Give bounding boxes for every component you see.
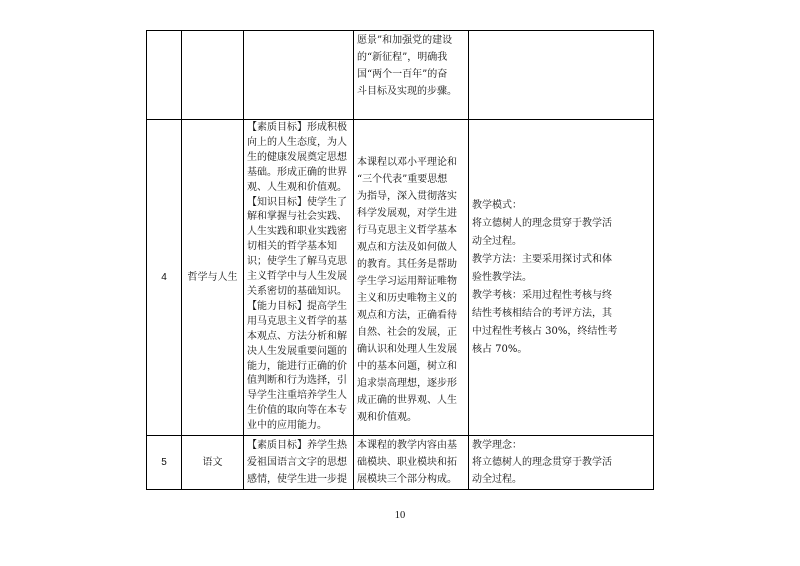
content-line: 本课程的教学内容由基 bbox=[357, 440, 457, 452]
goal-line: 生的健康发展奠定思想 bbox=[247, 151, 347, 163]
content-line: 愿景”和加强党的建设 bbox=[357, 35, 453, 46]
requirement-line: 教学方法：主要采用探讨式和体 bbox=[472, 253, 612, 265]
content-line: 观点和方法及如何做人 bbox=[357, 242, 457, 253]
goal-line: 主义哲学中与人生发展 bbox=[247, 271, 347, 283]
row-number: 4 bbox=[147, 120, 182, 436]
goal-line: 生价值的取向等在本专 bbox=[247, 405, 347, 417]
requirement-line: 核占 70%。 bbox=[472, 343, 528, 355]
goal-line: 【知识目标】使学生了 bbox=[247, 196, 347, 208]
content-line: 学生学习运用辩证唯物 bbox=[357, 276, 457, 287]
course-name: 哲学与人生 bbox=[182, 120, 244, 436]
goal-line: 本观点、方法分析和解 bbox=[247, 330, 347, 342]
table-row bbox=[147, 120, 654, 436]
goal-line: 业中的应用能力。 bbox=[247, 420, 327, 432]
content-line: 的教育。其任务是帮助 bbox=[357, 259, 457, 270]
goal-line: 决人生发展重要问题的 bbox=[247, 345, 347, 357]
content-line: 斗目标及实现的步骤。 bbox=[357, 86, 457, 97]
content-line: 确认识和处理人生发展 bbox=[357, 344, 457, 355]
content-line: 为指导，深入贯彻落实 bbox=[357, 191, 457, 202]
goal-line: 观、人生观和价值观。 bbox=[247, 181, 347, 193]
content-line: 追求崇高理想，逐步形 bbox=[357, 378, 457, 389]
row-number bbox=[147, 31, 182, 120]
requirement-line: 中过程性考核占 30%，终结性考 bbox=[472, 325, 618, 337]
table-row bbox=[147, 31, 654, 120]
table-row bbox=[147, 436, 654, 490]
content-line: “三个代表”重要思想 bbox=[357, 174, 448, 185]
curriculum-table bbox=[146, 30, 654, 490]
content-line: 科学发展观，对学生进 bbox=[357, 208, 457, 219]
teaching-requirements bbox=[469, 120, 654, 436]
content-line: 观和价值观。 bbox=[357, 412, 417, 423]
goal-line: 向上的人生态度，为人 bbox=[247, 136, 347, 148]
content-line: 行马克思主义哲学基本 bbox=[357, 225, 457, 236]
content-line: 主义和历史唯物主义的 bbox=[357, 293, 457, 304]
course-content bbox=[354, 436, 469, 490]
content-line: 国“两个一百年”的奋 bbox=[357, 69, 448, 80]
goal-line: 导学生注重培养学生人 bbox=[247, 390, 347, 402]
requirement-line: 动全过程。 bbox=[472, 474, 522, 486]
goal-line: 感情，使学生进一步提 bbox=[247, 474, 347, 486]
content-line: 本课程以邓小平理论和 bbox=[357, 157, 457, 168]
goal-line: 识；使学生了解马克思 bbox=[247, 256, 347, 268]
requirement-line: 教学模式： bbox=[472, 199, 522, 211]
content-line: 自然、社会的发展，正 bbox=[357, 327, 457, 338]
course-goals bbox=[244, 436, 354, 490]
goal-line: 值判断和行为选择，引 bbox=[247, 375, 347, 387]
requirement-line: 将立德树人的理念贯穿于教学活 bbox=[472, 217, 612, 229]
page-number: 10 bbox=[394, 510, 406, 521]
goal-line: 【能力目标】提高学生 bbox=[247, 300, 347, 312]
requirement-line: 将立德树人的理念贯穿于教学活 bbox=[472, 457, 612, 469]
content-line: 础模块、职业模块和拓 bbox=[357, 457, 457, 469]
course-content bbox=[354, 120, 469, 436]
course-content bbox=[354, 31, 469, 120]
course-name: 语文 bbox=[182, 436, 244, 490]
goal-line: 【素质目标】养学生热 bbox=[247, 440, 347, 452]
content-line: 成正确的世界观、人生 bbox=[357, 395, 457, 406]
course-goals bbox=[244, 31, 354, 120]
goal-line: 爱祖国语言文字的思想 bbox=[247, 457, 347, 469]
goal-line: 切相关的哲学基本知 bbox=[247, 241, 337, 253]
goal-line: 能力，能进行正确的价 bbox=[247, 360, 347, 372]
goal-line: 【素质目标】形成积极 bbox=[247, 122, 347, 133]
requirement-line: 教学考核：采用过程性考核与终 bbox=[472, 289, 612, 301]
content-line: 的“新征程”，明确我 bbox=[357, 52, 448, 63]
requirement-line: 动全过程。 bbox=[472, 235, 522, 247]
content-line: 观点和方法，正确看待 bbox=[357, 310, 457, 321]
course-name bbox=[182, 31, 244, 120]
content-line: 中的基本问题，树立和 bbox=[357, 361, 457, 372]
goal-line: 关系密切的基础知识。 bbox=[247, 285, 347, 297]
goal-line: 用马克思主义哲学的基 bbox=[247, 315, 347, 327]
goal-line: 人生实践和职业实践密 bbox=[247, 226, 347, 238]
goal-line: 基础。形成正确的世界 bbox=[247, 166, 347, 178]
teaching-requirements bbox=[469, 436, 654, 490]
requirement-line: 结性考核相结合的考评方法，其 bbox=[472, 307, 612, 319]
goal-line: 解和掌握与社会实践、 bbox=[247, 211, 347, 223]
content-line: 展模块三个部分构成。 bbox=[357, 474, 457, 486]
teaching-requirements bbox=[469, 31, 654, 120]
requirement-line: 教学理念： bbox=[472, 440, 522, 452]
course-goals bbox=[244, 120, 354, 436]
row-number: 5 bbox=[147, 436, 182, 490]
requirement-line: 验性教学法。 bbox=[472, 271, 532, 283]
